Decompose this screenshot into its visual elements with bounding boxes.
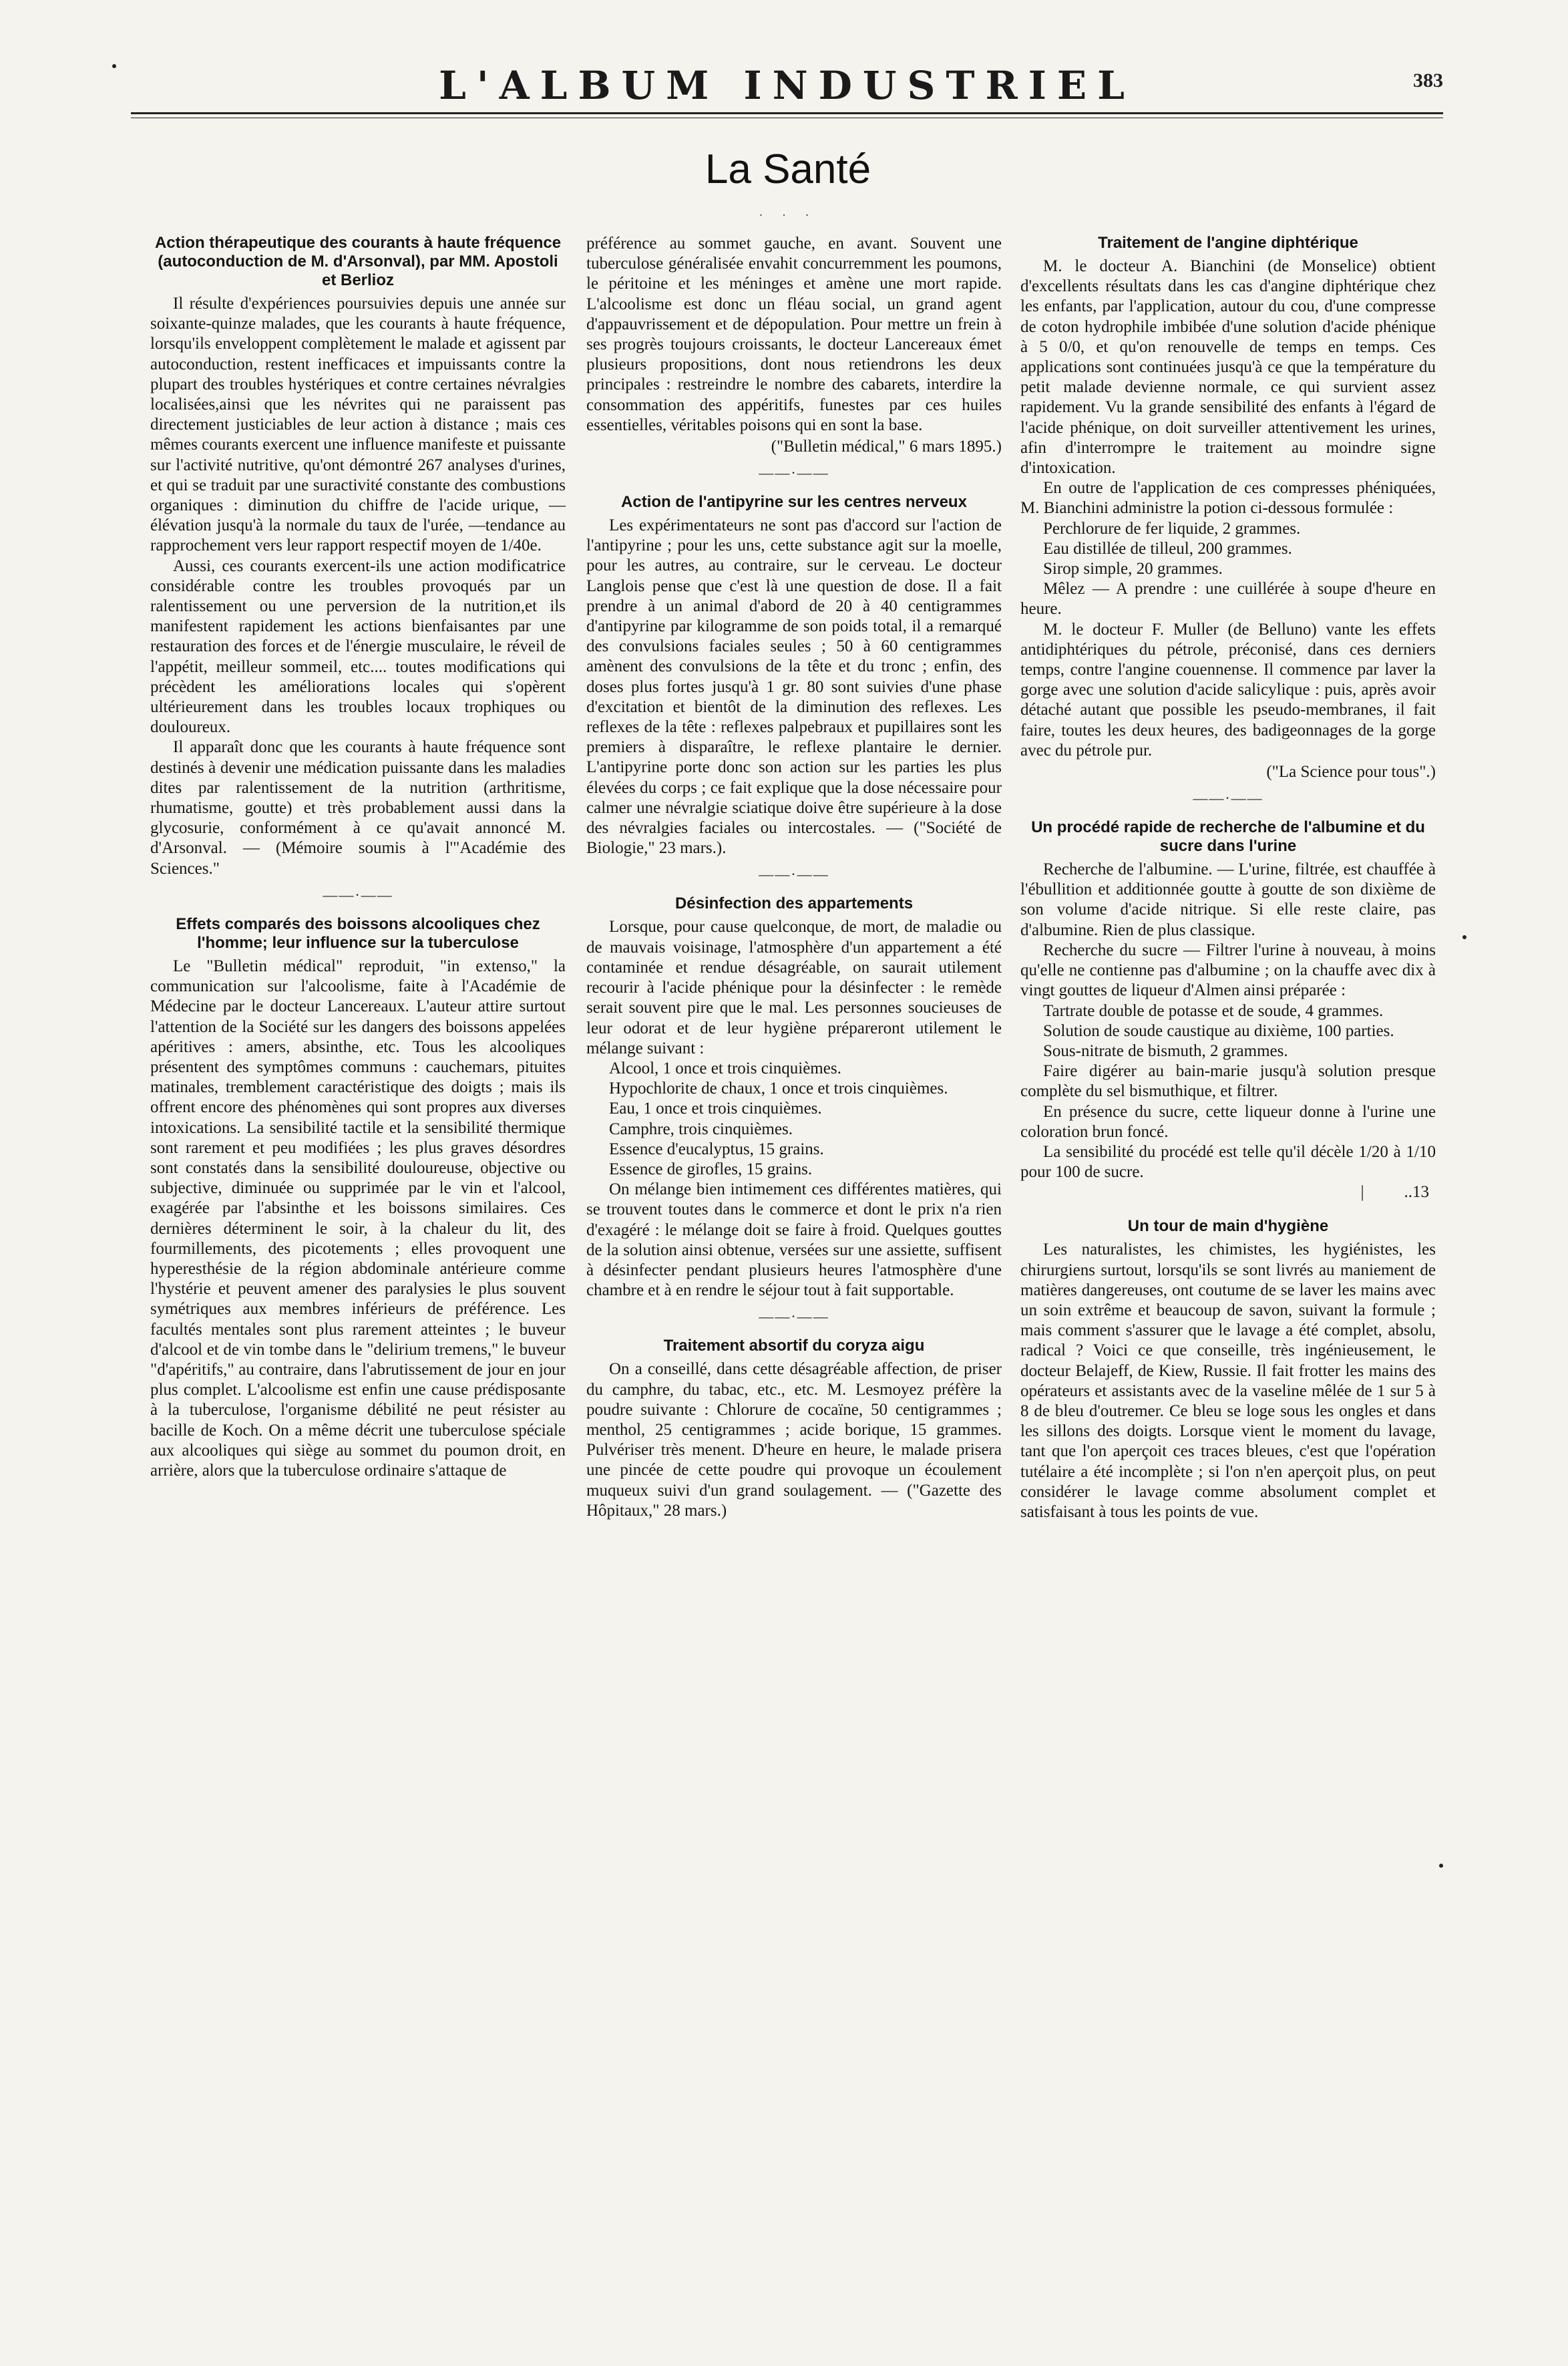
article-albumine: [1020, 818, 1436, 1202]
print-mark: ..13: [1404, 1183, 1429, 1202]
article-source: ("La Science pour tous".): [1266, 763, 1436, 782]
article-boissons: [150, 915, 566, 1481]
title-ornament: · · ·: [759, 208, 817, 222]
article-separator: ——·——: [323, 886, 393, 903]
recipe-line: Solution de soude caustique au dixième, 100 parties.: [1043, 1021, 1394, 1040]
article-title: Un procédé rapide de recherche de l'albumine et du sucre dans l'urine: [1031, 818, 1425, 856]
page-number: 383: [1413, 69, 1443, 92]
article-coryza: [586, 1337, 1002, 1521]
article-title: Action de l'antipyrine sur les centres nerveux: [621, 493, 967, 512]
article-paragraph: Il résulte d'expériences poursuivies depuis une année sur soixante-quinze malades, que les courants à haute fréquence, lorsqu'ils enveloppent complètement le malade et agissent par autoconduction, restent inefficaces et impuissants contre la plupart des troubles hystériques et contre certaines névralgies localisées,ainsi que les névrites qui ne paraissent pas directement justiciables de leur action à distance ; mais ces mêmes courants exercent une influence manifeste et puissante sur l'activité nutritive, qu'ont démontré 267 analyses d'urines, et qui se traduit par une suractivité constante des combustions organiques : diminution du chiffre de l'acide urique, — élévation jusqu'à la normale du taux de l'urée, —tendance au rapprochement vers leur rapport respectif moyen de 1/40e.: [150, 295, 566, 555]
page-speck: [1462, 935, 1466, 939]
article-title: Effets comparés des boissons alcooliques chez l'homme; leur influence sur la tuberculose: [176, 914, 540, 952]
article-paragraph: Faire digérer au bain-marie jusqu'à solution presque complète du sel bismuthique, et filtrer.: [1020, 1062, 1436, 1101]
article-paragraph: Recherche du sucre — Filtrer l'urine à nouveau, à moins qu'elle ne contienne pas d'albumine ; on la chauffe avec dix à vingt gouttes de liqueur d'Almen ainsi préparée :: [1020, 941, 1436, 1000]
recipe-line: Eau, 1 once et trois cinquièmes.: [609, 1100, 822, 1118]
section-title: La Santé: [705, 146, 871, 192]
article-paragraph: Le "Bulletin médical" reproduit, "in extenso," la communication sur l'alcoolisme, faite à l'Académie de Médecine par le docteur Lancereaux. L'auteur attire surtout l'attention de la Société sur les dangers des boissons appelées apéritives : amers, absinthe, etc. Tous les alcooliques présentent des symptômes communs : cauchemars, pituites matinales, tremblement caractéristique des doigts ; mais ils offrent encore des phénomènes qui sont propres aux diverses intoxications. La sensibilité tactile et la sensibilité thermique sont rarement et peu modifiées ; les plus graves désordres sont constatés dans la sensibilité douloureuse, objective ou subjective, diminuée ou supprimée par le vin et l'alcool, exagérée par l'absinthe et les boissons similaires. Ces dernières déterminent le soir, à la chaleur du lit, des fourmillements, des picotements ; elles provoquent une hyperesthésie de la région abdominale antérieure comme l'hystérie et peuvent amener des paralysies le plus souvent symétriques aux membres inférieurs de préférence. Les facultés mentales sont plus rarement atteintes ; le buveur d'alcool et de vin tombe dans le "delirium tremens," le buveur "d'apéritifs," au contraire, dans l'abrutissement de jour en jour plus complet. L'alcoolisme est enfin une cause prédisposante à la tuberculose, l'organisme débilité ne peut résister au bacille de Koch. On a même décrit une tuberculose spéciale aux alcooliques qui siège au sommet du poumon droit, en arrière, alors que la tuberculose ordinaire s'attaque de: [150, 957, 566, 1480]
article-therapeutique: [150, 234, 566, 879]
article-title: Désinfection des appartements: [674, 894, 914, 913]
recipe-line: Alcool, 1 once et trois cinquièmes.: [609, 1059, 841, 1077]
recipe-line: Tartrate double de potasse et de soude, 4 grammes.: [1043, 1001, 1384, 1020]
recipe-line: Perchlorure de fer liquide, 2 grammes.: [1043, 519, 1301, 538]
article-paragraph: Lorsque, pour cause quelconque, de mort, de maladie ou de mauvais voisinage, l'atmosphère d'un appartement a été contaminée et rendue désagréable, on saurait utilement recourir à l'acide phénique pour la désinfecter : le remède serait souvent pire que le mal. Les personnes soucieuses de leur odorat et de leur hygiène prépareront utilement le mélange suivant :: [586, 918, 1002, 1057]
recipe-line: Camphre, trois cinquièmes.: [609, 1120, 793, 1138]
column-1: [150, 234, 566, 1481]
article-paragraph: On mélange bien intimement ces différentes matières, qui se trouvent toutes dans le commerce et dont le prix n'a rien d'exagéré : le mélange doit se faire à froid. Quelques gouttes de la solution ainsi obtenue, versées sur une assiette, suffisent à désinfecter pendant plusieurs heures l'atmosphère d'une chambre et à en rendre le séjour tout à fait supportable.: [586, 1180, 1002, 1300]
print-marks: [1020, 1182, 1429, 1202]
recipe-line: Essence de girofles, 15 grains.: [609, 1160, 813, 1178]
article-paragraph: Les expérimentateurs ne sont pas d'accord sur l'action de l'antipyrine ; pour les uns, cette substance agit sur la moelle, pour les autres, au contraire, sur le cerveau. Le docteur Langlois pense que c'est là une question de dose. Il a fait prendre à un animal d'abord de 20 à 40 centigrammes d'antipyrine par kilogramme de son poids total, il a remarqué des convulsions faciales seules ; 50 à 60 centigrammes amènent des convulsions de la tête et du tronc ; enfin, des doses plus fortes jusqu'à 1 gr. 80 sont suivies d'une phase d'excitation et bientôt de la diminution des reflexes. Les reflexes de la tête : reflexes palpebraux et pupillaires sont les premiers à disparaître, le reflexe plantaire le dernier. L'antipyrine porte donc son action sur les parties les plus élevées du corps ; ce fait explique que la dose nécessaire pour calmer une névralgie sciatique doive être supérieure à la dose des névralgies faciales ou intercostales. — ("Société de Biologie," 23 mars.).: [586, 516, 1002, 858]
header-rule-thick: [131, 112, 1443, 114]
article-title: Traitement de l'angine diphtérique: [1098, 234, 1358, 252]
article-paragraph: Recherche de l'albumine. — L'urine, filtrée, est chauffée à l'ébullition et additionnée goutte à goutte de son dixième de son volume d'acide nitrique. Si elle reste claire, pas d'albumine. Rien de plus classique.: [1020, 860, 1436, 939]
article-paragraph: En outre de l'application de ces compresses phéniquées, M. Bianchini administre la potion ci-dessous formulée :: [1020, 479, 1436, 518]
page-speck: [112, 64, 116, 68]
article-separator: ——·——: [759, 866, 829, 883]
article-paragraph: La sensibilité du procédé est telle qu'il décèle 1/20 à 1/10 pour 100 de sucre.: [1020, 1142, 1436, 1182]
article-paragraph: M. le docteur F. Muller (de Belluno) vante les effets antidiphtériques du pétrole, préconisé, dans ces derniers temps, contre l'angine couennense. Il commence par laver la gorge avec une solution d'acide salicylique : puis, après avoir détaché autant que possible les pseudo-membranes, il fait faire, toutes les deux heures, des badigeonnages de la gorge avec du pétrole pur.: [1020, 620, 1436, 759]
article-paragraph: préférence au sommet gauche, en avant. Souvent une tuberculose généralisée envahit concurremment les poumons, le péritoine et les méninges et amène une mort rapide. L'alcoolisme est donc un fléau social, un grand agent d'appauvrissement et de dépopulation. Pour mettre un frein à ses progrès toujours croissants, le docteur Lancereaux émet plusieurs propositions, dont nous retiendrons les deux principales : restreindre le nombre des cabarets, interdire la consommation des appéritifs, funestes par ces huiles essentielles, véritables poisons qui en sont la base.: [586, 234, 1002, 434]
page-header: [131, 61, 1443, 110]
article-source: ("Bulletin médical," 6 mars 1895.): [771, 438, 1002, 456]
recipe-line: Hypochlorite de chaux, 1 once et trois cinquièmes.: [609, 1079, 948, 1098]
article-separator: ——·——: [759, 1308, 829, 1325]
column-3: [1020, 234, 1436, 1522]
recipe-line: Sous-nitrate de bismuth, 2 grammes.: [1043, 1041, 1288, 1060]
article-separator: ——·——: [1193, 790, 1263, 807]
article-paragraph: M. le docteur A. Bianchini (de Monselice) obtient d'excellents résultats dans les cas d'angine diphtérique chez les enfants, par l'application, autour du cou, d'une compresse de coton hydrophile imbibée d'une solution d'acide phénique à 5 0/0, et qu'on renouvelle de temps en temps. Ces applications sont continuées jusqu'à ce que la température du petit malade devienne normale, ce qui survient assez rapidement. Vu la grande sensibilité des enfants à l'égard de l'acide phénique, on doit surveiller attentivement les urines, afin d'interrompre le traitement au moindre signe d'intoxication.: [1020, 257, 1436, 478]
article-title: Traitement absortif du coryza aigu: [663, 1337, 925, 1355]
article-title: Action thérapeutique des courants à haute fréquence (autoconduction de M. d'Arsonval), par MM. Apostoli et Berlioz: [154, 234, 562, 289]
article-angine: [1020, 234, 1436, 782]
article-paragraph: En présence du sucre, cette liqueur donne à l'urine une coloration brun foncé.: [1020, 1102, 1436, 1141]
recipe-line: Essence d'eucalyptus, 15 grains.: [609, 1140, 824, 1158]
article-separator: ——·——: [759, 464, 829, 482]
page-speck: [1439, 1864, 1443, 1868]
article-boissons-continued: [586, 234, 1002, 457]
print-mark: |: [1360, 1183, 1364, 1202]
recipe-line: Sirop simple, 20 grammes.: [1043, 560, 1223, 578]
article-title: Un tour de main d'hygiène: [1127, 1217, 1329, 1236]
article-paragraph: On a conseillé, dans cette désagréable affection, de priser du camphre, du tabac, etc., etc. M. Lesmoyez préfère la poudre suivante : Chlorure de cocaïne, 50 centigrammes ; menthol, 25 centigrammes ; acide borique, 15 grammes. Pulvériser très menent. D'heure en heure, le malade prisera une pincée de cette poudre qui provoque un écoulement muqueux suivi d'un grand soulagement. — ("Gazette des Hôpitaux," 28 mars.): [586, 1360, 1002, 1520]
recipe-line: Mêlez — A prendre : une cuillérée à soupe d'heure en heure.: [1020, 580, 1436, 619]
recipe-line: Eau distillée de tilleul, 200 grammes.: [1043, 539, 1292, 558]
article-desinfection: [586, 894, 1002, 1301]
article-antipyrine: [586, 493, 1002, 858]
article-paragraph: Il apparaît donc que les courants à haute fréquence sont destinés à devenir une médication puissante dans les maladies dites par ralentissement de la nutrition (arthritisme, rhumatisme, goutte) et très probablement aussi dans la glycosurie, conformément à ce qu'avait annoncé M. d'Arsonval. — (Mémoire soumis à l'"Académie des Sciences.": [150, 738, 566, 878]
journal-title: L'ALBUM INDUSTRIEL: [439, 63, 1135, 108]
column-2: [586, 234, 1002, 1521]
article-paragraph: Les naturalistes, les chimistes, les hygiénistes, les chirurgiens surtout, lorsqu'ils se sont livrés au maniement de matières dangereuses, ont coutume de se laver les mains avec un soin extrême et beaucoup de savon, suivant la formule ; mais comment s'assurer que le lavage a été complet, absolu, radical ? Voici ce que conseille, très ingénieusement, le docteur Belajeff, de Kiew, Russie. Il fait frotter les mains des opérateurs et assistants avec de la vaseline mêlée de 1 sur 5 à 8 de bleu d'outremer. Ce bleu se loge sous les ongles et dans les sillons des doigts. Lorsque vient le moment du lavage, tant que l'on aperçoit ces traces bleues, c'est que l'opération tutélaire a été incomplète ; si l'on n'en aperçoit plus, on peut considérer le lavage comme absolument complet et satisfaisant à tous les points de vue.: [1020, 1240, 1436, 1521]
article-gap: [1020, 1202, 1436, 1217]
article-hygiene: [1020, 1217, 1436, 1522]
article-paragraph: Aussi, ces courants exercent-ils une action modificatrice considérable contre les troubles provoqués par un ralentissement ou une perversion de la nutrition,et ils manifestent rapidement les actions bienfaisantes par une restauration des forces et de l'énergie musculaire, le réveil de l'appétit, meilleur sommeil, etc.... toutes modifications qui précèdent les améliorations locales qui s'opèrent ultérieurement dans les troubles locaux trophiques ou douloureux.: [150, 556, 566, 737]
